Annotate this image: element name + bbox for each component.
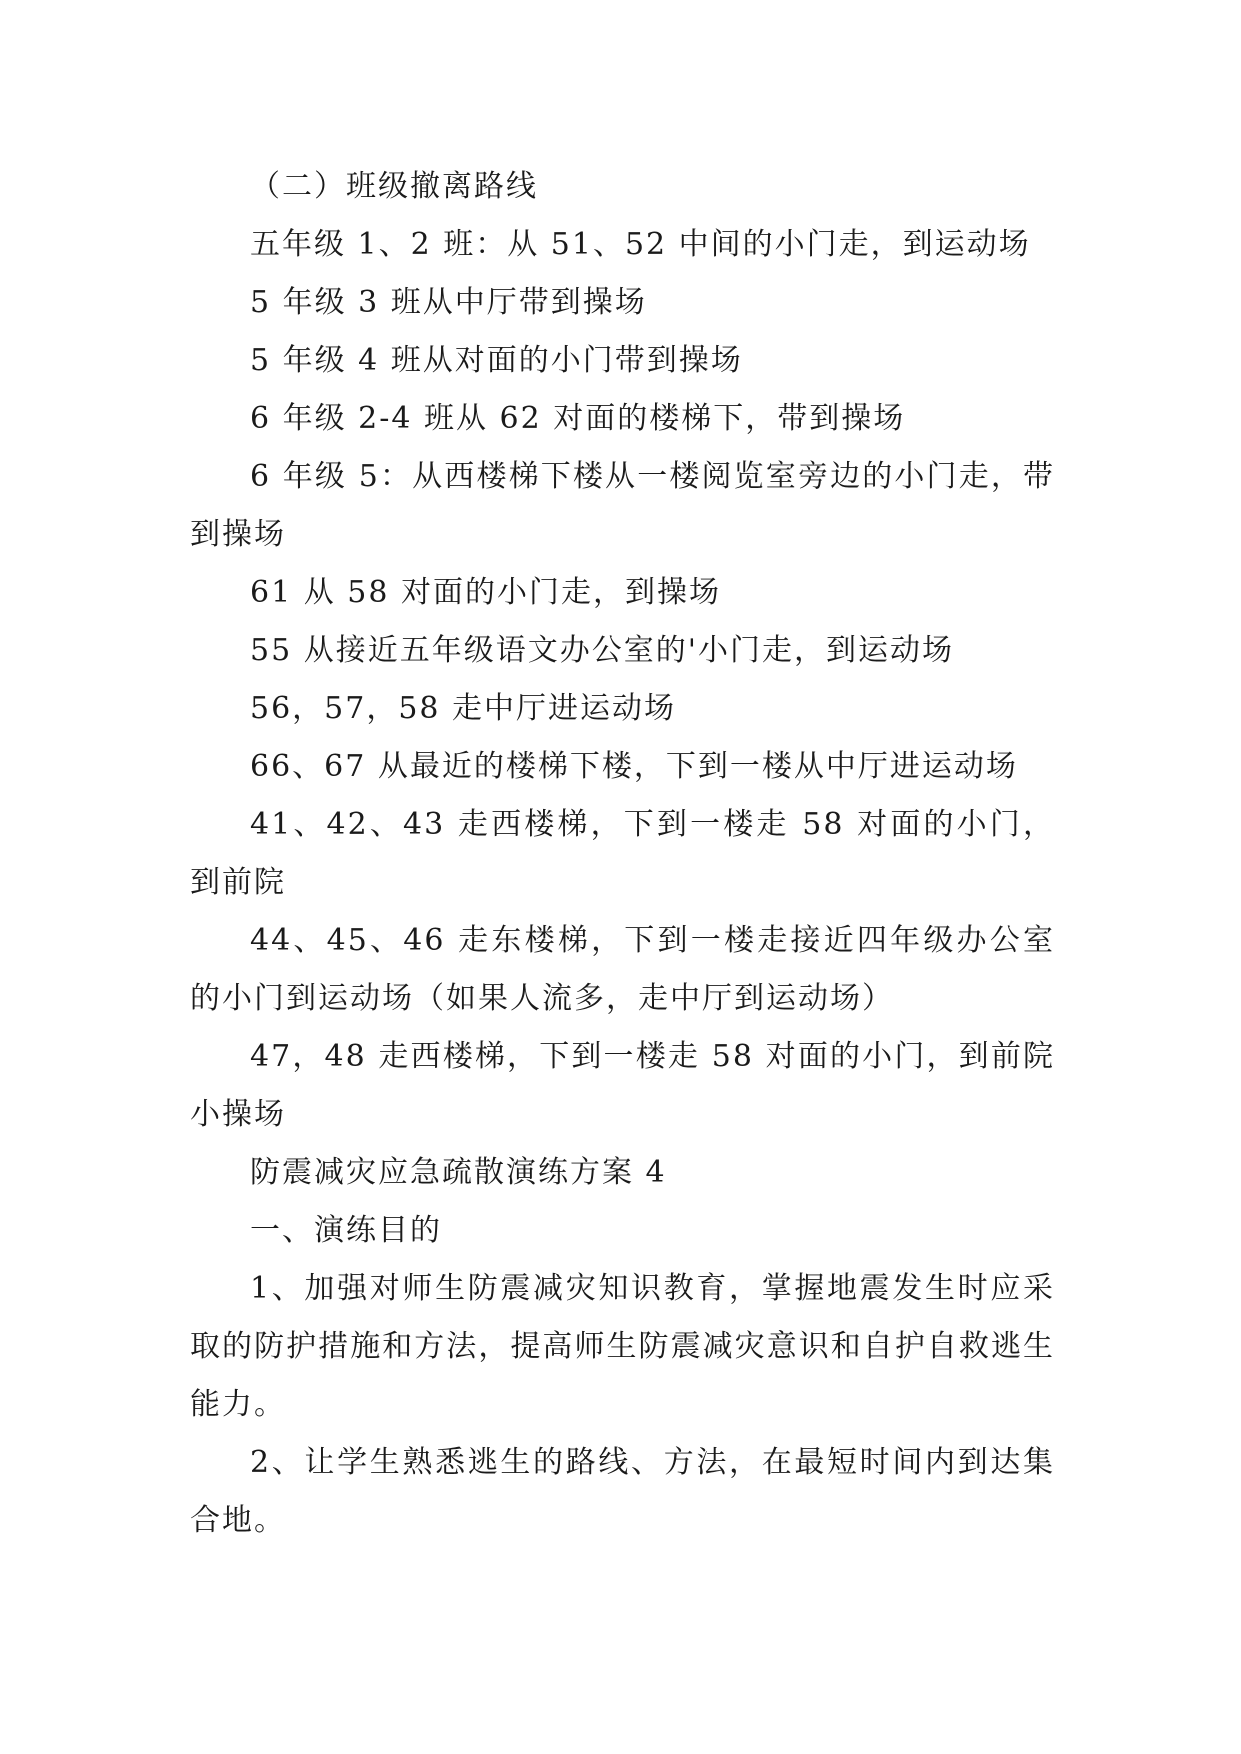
section-heading-drill-purpose: 一、演练目的	[250, 1213, 442, 1248]
route-paragraph: 41、42、43 走西楼梯，下到一楼走 58 对面的小门，到前院	[190, 807, 1055, 900]
route-paragraph: 6 年级 5：从西楼梯下楼从一楼阅览室旁边的小门走，带到操场	[190, 459, 1055, 552]
route-paragraph: 56，57，58 走中厅进运动场	[250, 691, 677, 726]
purpose-paragraph: 2、让学生熟悉逃生的路线、方法，在最短时间内到达集合地。	[190, 1445, 1055, 1538]
route-paragraph: 66、67 从最近的楼梯下楼，下到一楼从中厅进运动场	[250, 749, 1018, 784]
route-paragraph: 47，48 走西楼梯，下到一楼走 58 对面的小门，到前院小操场	[190, 1039, 1055, 1132]
route-paragraph: 6 年级 2-4 班从 62 对面的楼梯下，带到操场	[250, 401, 906, 436]
route-paragraph: 55 从接近五年级语文办公室的'小门走，到运动场	[250, 633, 954, 668]
route-paragraph: 5 年级 4 班从对面的小门带到操场	[250, 343, 743, 378]
section-heading-evacuation-routes: （二）班级撤离路线	[250, 169, 538, 204]
plan-title: 防震减灾应急疏散演练方案 4	[250, 1155, 667, 1190]
purpose-paragraph: 1、加强对师生防震减灾知识教育，掌握地震发生时应采取的防护措施和方法，提高师生防震减灾意识和自护自救逃生能力。	[190, 1271, 1055, 1422]
document-body	[190, 158, 1055, 1550]
route-paragraph: 五年级 1、2 班：从 51、52 中间的小门走，到运动场	[250, 227, 1031, 262]
route-paragraph: 61 从 58 对面的小门走，到操场	[250, 575, 721, 610]
route-paragraph: 5 年级 3 班从中厅带到操场	[250, 285, 647, 320]
route-paragraph: 44、45、46 走东楼梯，下到一楼走接近四年级办公室的小门到运动场（如果人流多，走中厅到运动场）	[190, 923, 1055, 1016]
